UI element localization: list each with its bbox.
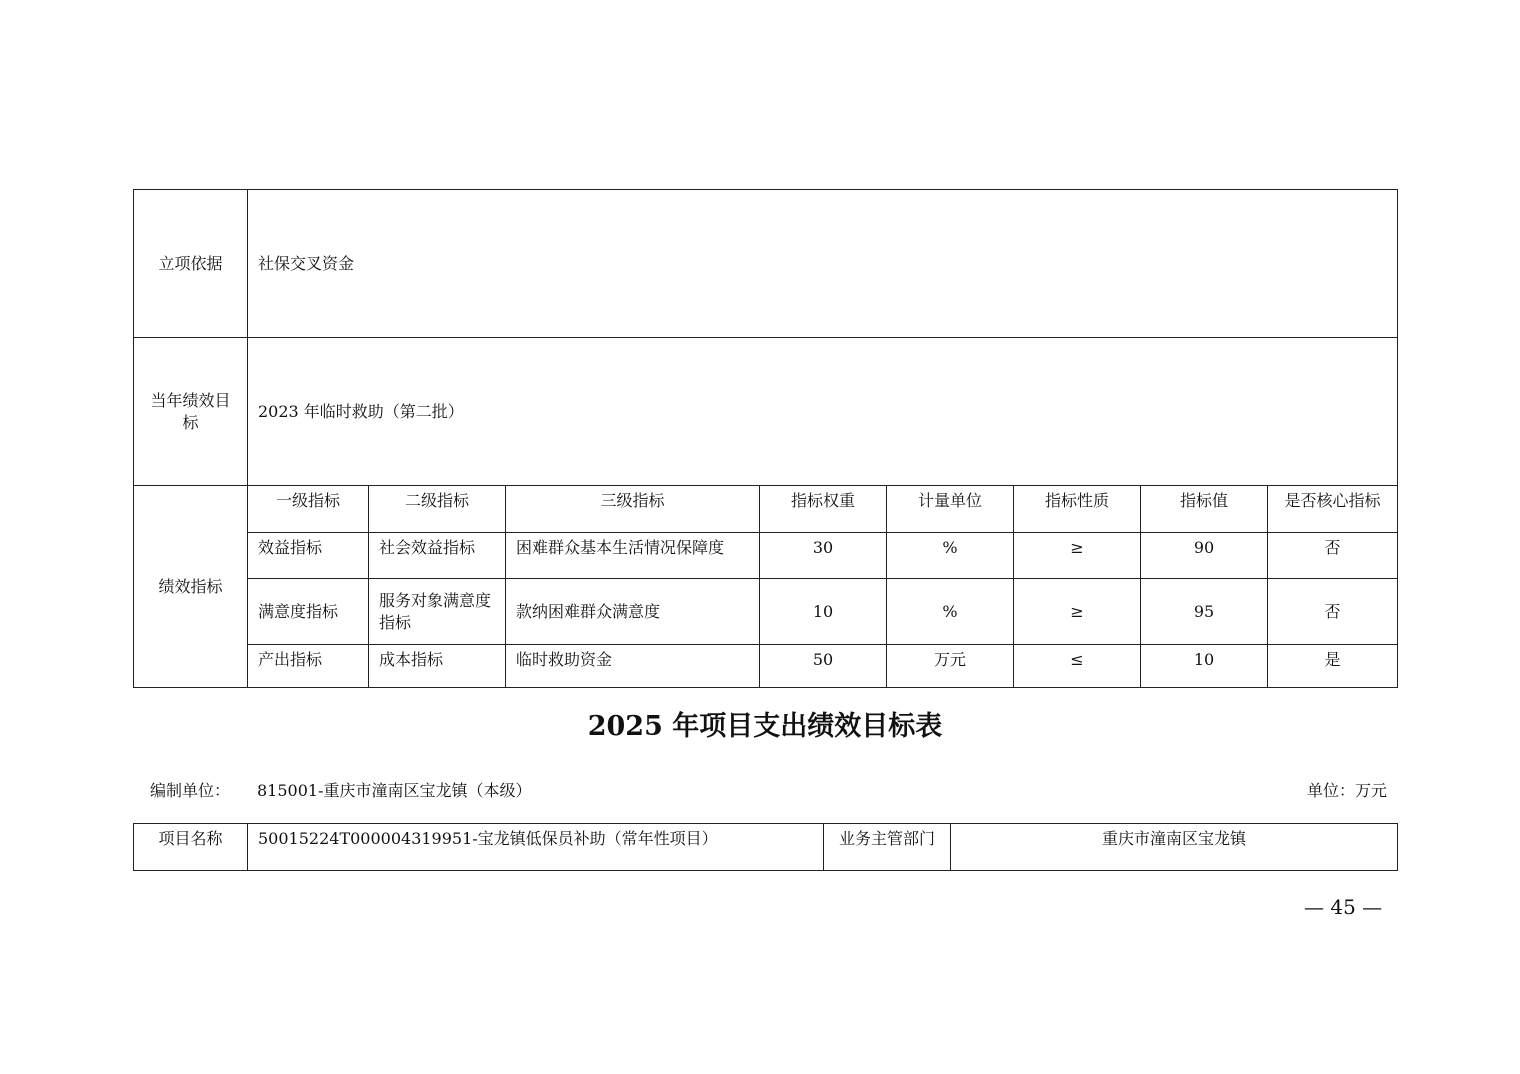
header-cell: 指标权重 — [760, 486, 887, 533]
basis-value: 社保交叉资金 — [248, 190, 1398, 338]
performance-table — [133, 189, 1398, 688]
table-cell: 满意度指标 — [248, 579, 369, 645]
goal-value: 2023 年临时救助（第二批） — [248, 338, 1398, 486]
table-cell: ≤ — [1014, 645, 1141, 688]
table-row — [134, 533, 1398, 579]
table-cell: 服务对象满意度指标 — [369, 579, 506, 645]
table-cell: ≥ — [1014, 579, 1141, 645]
table-cell: 10 — [760, 579, 887, 645]
table-cell: 否 — [1268, 579, 1398, 645]
project-name-value: 50015224T000004319951-宝龙镇低保员补助（常年性项目） — [248, 824, 824, 871]
table-cell: 困难群众基本生活情况保障度 — [506, 533, 760, 579]
table-cell: 社会效益指标 — [369, 533, 506, 579]
table-cell: 万元 — [887, 645, 1014, 688]
table-cell: 效益指标 — [248, 533, 369, 579]
header-cell: 指标值 — [1141, 486, 1268, 533]
table-cell: ≥ — [1014, 533, 1141, 579]
table-cell: 95 — [1141, 579, 1268, 645]
table-row — [134, 645, 1398, 688]
page-number: — 45 — — [1304, 895, 1383, 919]
currency-unit: 单位：万元 — [1306, 781, 1387, 800]
indicators-label: 绩效指标 — [134, 486, 248, 688]
header-cell: 三级指标 — [506, 486, 760, 533]
goal-label: 当年绩效目标 — [134, 338, 248, 486]
unit-value: 815001-重庆市潼南区宝龙镇（本级） — [257, 781, 532, 800]
header-cell: 指标性质 — [1014, 486, 1141, 533]
dept-label: 业务主管部门 — [824, 824, 951, 871]
table-row — [134, 579, 1398, 645]
header-cell: 一级指标 — [248, 486, 369, 533]
project-info-table — [133, 823, 1398, 871]
table-cell: 临时救助资金 — [506, 645, 760, 688]
section-title: 2025 年项目支出绩效目标表 — [587, 711, 943, 742]
unit-label: 编制单位： — [150, 781, 231, 800]
table-cell: % — [887, 579, 1014, 645]
table-cell: 90 — [1141, 533, 1268, 579]
table-cell: 否 — [1268, 533, 1398, 579]
header-cell: 计量单位 — [887, 486, 1014, 533]
project-name-label: 项目名称 — [134, 824, 248, 871]
table-cell: 30 — [760, 533, 887, 579]
basis-label: 立项依据 — [134, 190, 248, 338]
table-cell: % — [887, 533, 1014, 579]
header-cell: 是否核心指标 — [1268, 486, 1398, 533]
table-cell: 产出指标 — [248, 645, 369, 688]
table-cell: 款纳困难群众满意度 — [506, 579, 760, 645]
table-cell: 是 — [1268, 645, 1398, 688]
table-cell: 成本指标 — [369, 645, 506, 688]
table-cell: 50 — [760, 645, 887, 688]
header-cell: 二级指标 — [369, 486, 506, 533]
table-cell: 10 — [1141, 645, 1268, 688]
dept-value: 重庆市潼南区宝龙镇 — [951, 824, 1398, 871]
